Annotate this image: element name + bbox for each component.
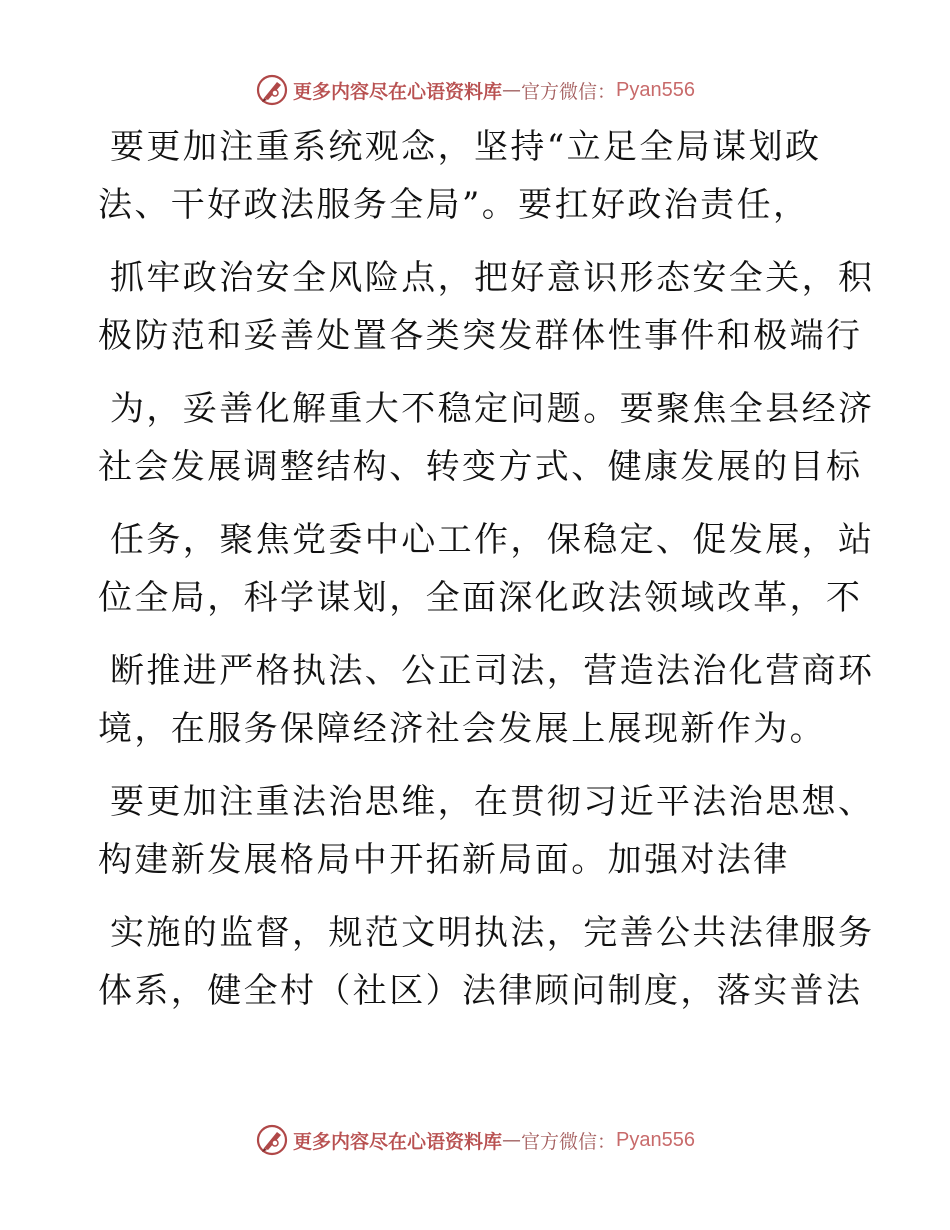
watermark-wechat-id: Pyan556: [616, 1128, 695, 1151]
body-line: 法、干好政法服务全局”。要扛好政治责任，: [98, 185, 810, 225]
body-line: 极防范和妥善处置各类突发群体性事件和极端行: [98, 316, 863, 356]
watermark-wechat-label: 官方微信：: [521, 1130, 617, 1153]
watermark-separator: —: [502, 79, 522, 101]
body-line: 境，在服务保障经济社会发展上展现新作为。: [98, 709, 826, 749]
watermark-brand-text: 更多内容尽在心语资料库: [293, 80, 503, 103]
body-line: 社会发展调整结构、转变方式、健康发展的目标: [98, 447, 863, 487]
body-line: 任务，聚焦党委中心工作，保稳定、促发展，站: [110, 520, 875, 560]
body-line: 实施的监督，规范文明执法，完善公共法律服务: [110, 913, 875, 953]
body-line: 断推进严格执法、公正司法，营造法治化营商环: [110, 651, 875, 691]
body-line: 要更加注重系统观念，坚持“立足全局谋划政: [110, 127, 822, 167]
footer-watermark: [0, 1120, 950, 1160]
body-line: 抓牢政治安全风险点，把好意识形态安全关，积: [110, 258, 875, 298]
pen-logo-icon: [255, 73, 289, 107]
watermark-wechat-label: 官方微信：: [521, 80, 617, 103]
header-watermark: [0, 70, 950, 110]
watermark-brand-text: 更多内容尽在心语资料库: [293, 1130, 503, 1153]
body-line: 构建新发展格局中开拓新局面。加强对法律: [98, 840, 790, 880]
body-line: 为，妥善化解重大不稳定问题。要聚焦全县经济: [110, 389, 875, 429]
body-line: 要更加注重法治思维，在贯彻习近平法治思想、: [110, 782, 875, 822]
body-line: 体系，健全村（社区）法律顾问制度，落实普法: [98, 971, 863, 1011]
watermark-wechat-id: Pyan556: [616, 78, 695, 101]
watermark-separator: —: [502, 1129, 522, 1151]
pen-logo-icon: [255, 1123, 289, 1157]
body-line: 位全局，科学谋划，全面深化政法领域改革，不: [98, 578, 863, 618]
